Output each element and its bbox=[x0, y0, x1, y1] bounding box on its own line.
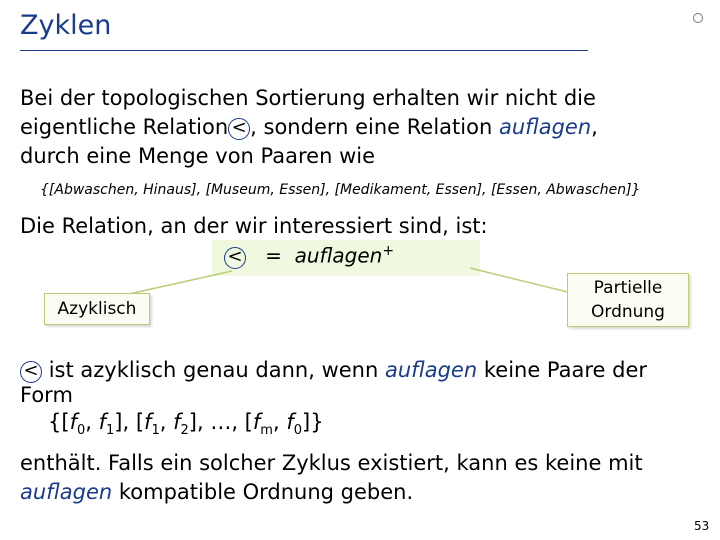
statement-text-a: ist azyklisch genau dann, wenn bbox=[48, 358, 379, 382]
cycle-ellipsis: ], …, [ bbox=[188, 410, 253, 434]
intro-line-2-middle: , sondern eine Relation bbox=[250, 115, 493, 139]
cycle-comma-2: , bbox=[159, 410, 174, 434]
cycle-f0: f bbox=[69, 410, 77, 434]
cycle-comma-3: , bbox=[272, 410, 287, 434]
cycle-close: ]} bbox=[302, 410, 324, 434]
formula-rhs: auflagen bbox=[294, 243, 383, 268]
statement-symbol: < bbox=[20, 361, 42, 383]
callout-right-line2: Ordnung bbox=[591, 302, 665, 322]
cycle-sub-0: 0 bbox=[76, 423, 86, 439]
conclusion-line-1: enthält. Falls ein solcher Zyklus existiert, kann es keine mit bbox=[20, 451, 643, 475]
cycle-f1: f bbox=[98, 410, 107, 434]
callout-right-line1: Partielle bbox=[593, 278, 663, 298]
statement-line-1 bbox=[20, 356, 647, 385]
intro-line-1: Bei der topologischen Sortierung erhalten wir nicht die bbox=[20, 86, 596, 110]
conclusion-rest: kompatible Ordnung geben. bbox=[118, 480, 414, 504]
formula-equals: = bbox=[265, 243, 282, 268]
cycle-f0b: f bbox=[286, 410, 294, 434]
callout-partielle-ordnung bbox=[567, 273, 689, 327]
intro-line-2-start: eigentliche Relation bbox=[20, 115, 229, 139]
auflagen-term: auflagen bbox=[498, 115, 592, 139]
conclusion-auflagen: auflagen bbox=[20, 480, 113, 504]
cycle-comma: , bbox=[85, 410, 99, 434]
page-number: 53 bbox=[694, 519, 710, 533]
relation-symbol: < bbox=[228, 118, 250, 140]
statement-auflagen: auflagen bbox=[384, 358, 478, 382]
statement-text-b: keine Paare der bbox=[483, 358, 648, 382]
intro-line-3: durch eine Menge von Paaren wie bbox=[20, 144, 376, 168]
cycle-sub-1b: 1 bbox=[151, 423, 160, 439]
intro-line-2-end: , bbox=[591, 115, 598, 139]
cycle-sub-1: 1 bbox=[106, 423, 115, 439]
cycle-formula bbox=[48, 410, 324, 438]
cycle-sub-2: 2 bbox=[180, 423, 189, 439]
cycle-f1b: f bbox=[144, 410, 152, 434]
cycle-f2: f bbox=[173, 410, 181, 434]
formula-symbol: < bbox=[224, 247, 246, 269]
callout-azyklisch: Azyklisch bbox=[44, 293, 150, 325]
cycle-sep: ], [ bbox=[114, 410, 145, 434]
cycle-open: {[ bbox=[48, 410, 70, 434]
formula-superscript: + bbox=[382, 243, 395, 259]
cycle-sub-m: m bbox=[260, 423, 273, 439]
statement-line-2: Form bbox=[20, 383, 73, 407]
cycle-sub-0b: 0 bbox=[293, 423, 302, 439]
cycle-fm: f bbox=[252, 410, 261, 434]
conclusion-line-2 bbox=[20, 478, 413, 507]
relation-line: Die Relation, an der wir interessiert sind, ist: bbox=[20, 214, 488, 238]
pair-set: {[Abwaschen, Hinaus], [Museum, Essen], [Medikament, Essen], [Essen, Abwaschen]} bbox=[40, 182, 641, 198]
slide-title: Zyklen bbox=[20, 10, 112, 41]
